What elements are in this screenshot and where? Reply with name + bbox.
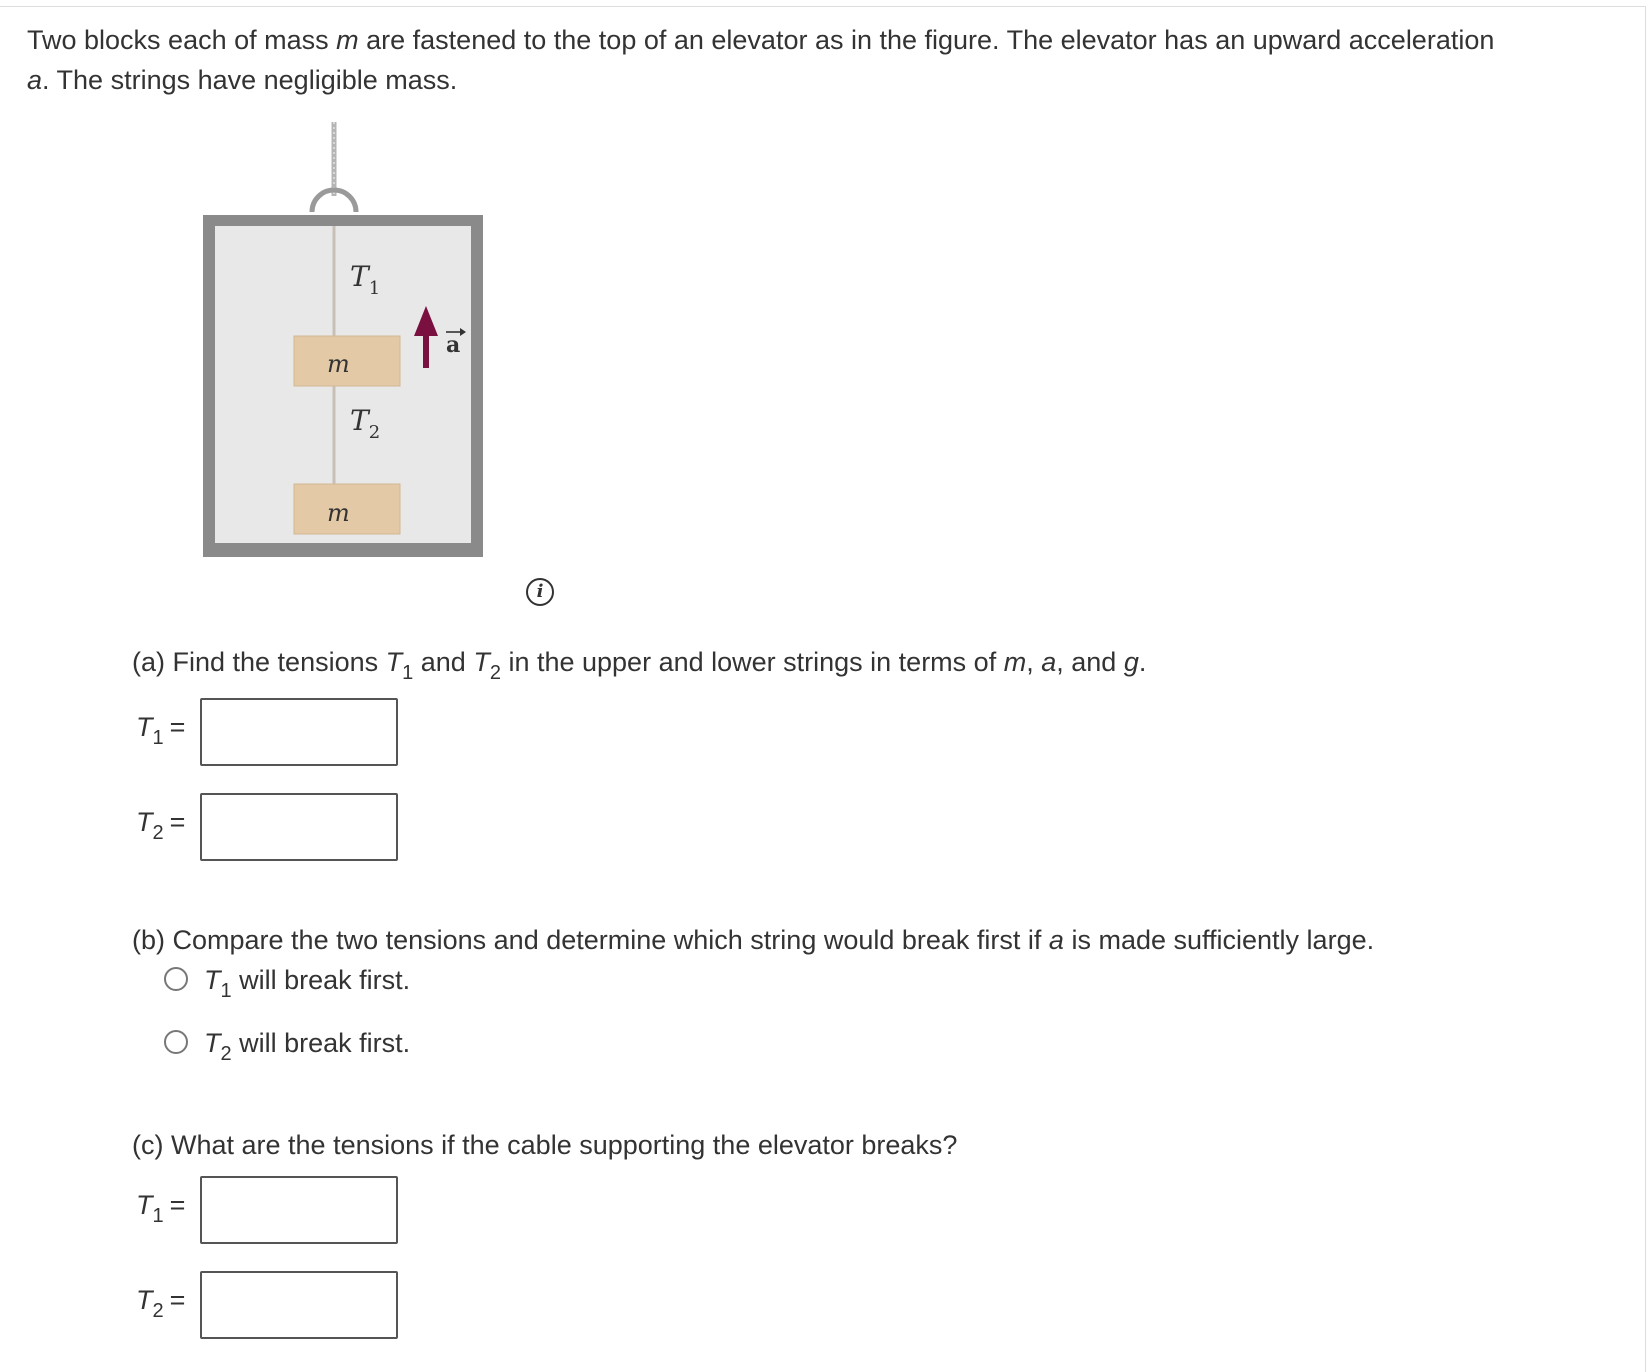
part-a-t2-input[interactable] bbox=[200, 793, 398, 861]
part-a-t1-input[interactable] bbox=[200, 698, 398, 766]
acceleration-label: a bbox=[446, 332, 461, 358]
figure-label-t1: $T_1$ bbox=[350, 260, 381, 299]
part-a-question: (a) Find the tensions $T_1$ and $T_2$ in the upper and lower strings in terms of m, a, and g. bbox=[132, 647, 1147, 684]
part-c-t1-label: $T_1$ = bbox=[136, 1190, 186, 1227]
part-c-t2-label: $T_2$ = bbox=[136, 1285, 186, 1322]
problem-statement-line-2: a. The strings have negligible mass. bbox=[27, 65, 458, 95]
figure-label-t2: $T_2$ bbox=[350, 404, 381, 443]
part-c-question: (c) What are the tensions if the cable supporting the elevator breaks? bbox=[132, 1130, 958, 1160]
option-t1-label[interactable]: $T_1$ will break first. bbox=[204, 965, 411, 1002]
top-divider bbox=[0, 0, 1646, 7]
option-t2-label[interactable]: $T_2$ will break first. bbox=[204, 1028, 411, 1065]
part-c-t1-input[interactable] bbox=[200, 1176, 398, 1244]
info-icon[interactable]: i bbox=[526, 578, 554, 606]
problem-statement-line-1: Two blocks each of mass m are fastened to the top of an elevator as in the figure. The elevator has an upward acceleration bbox=[27, 25, 1495, 55]
option-t2-radio[interactable] bbox=[164, 1030, 188, 1054]
part-b-question: (b) Compare the two tensions and determine which string would break first if a is made sufficiently large. bbox=[132, 925, 1375, 955]
option-t1-radio[interactable] bbox=[164, 967, 188, 991]
part-a-t1-label: $T_1$ = bbox=[136, 712, 186, 749]
upper-block-mass-label: m bbox=[327, 350, 350, 378]
elevator-figure bbox=[180, 120, 580, 620]
part-a-t2-label: $T_2$ = bbox=[136, 807, 186, 844]
lower-block-mass-label: m bbox=[327, 499, 350, 527]
part-c-t2-input[interactable] bbox=[200, 1271, 398, 1339]
problem-statement bbox=[27, 20, 1642, 100]
